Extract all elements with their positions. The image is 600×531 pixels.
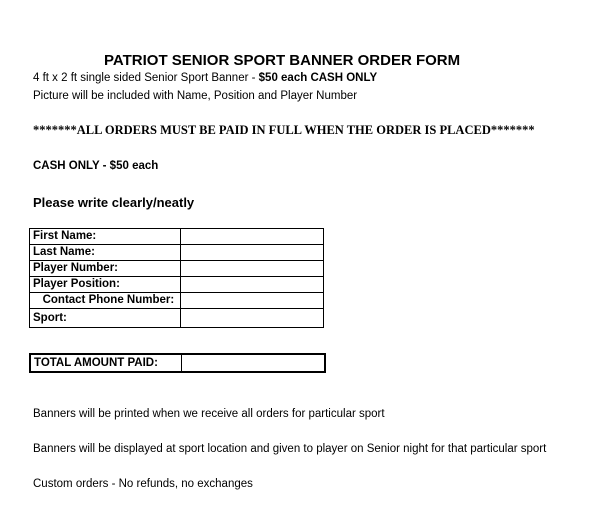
refund-note: Custom orders - No refunds, no exchanges <box>33 478 253 490</box>
banner-price: $50 each CASH ONLY <box>258 72 378 84</box>
first-name-field[interactable] <box>181 229 324 245</box>
form-row-last-name <box>30 245 324 261</box>
total-amount-field[interactable] <box>182 354 326 372</box>
player-position-label: Player Position: <box>30 277 181 293</box>
order-form-table <box>29 228 324 328</box>
cash-only-note: CASH ONLY - $50 each <box>33 160 159 172</box>
form-row-contact-phone <box>30 293 324 309</box>
total-row <box>30 354 325 372</box>
picture-note: Picture will be included with Name, Position and Player Number <box>33 90 358 102</box>
banner-description <box>33 72 377 84</box>
printing-note: Banners will be printed when we receive all orders for particular sport <box>33 408 385 420</box>
total-amount-label: TOTAL AMOUNT PAID: <box>30 354 182 372</box>
sport-field[interactable] <box>181 309 324 328</box>
form-row-sport <box>30 309 324 328</box>
last-name-field[interactable] <box>181 245 324 261</box>
first-name-label: First Name: <box>30 229 181 245</box>
form-row-player-number <box>30 261 324 277</box>
total-table <box>29 353 326 373</box>
banner-description-text: 4 ft x 2 ft single sided Senior Sport Banner - <box>33 72 259 84</box>
contact-phone-field[interactable] <box>181 293 324 309</box>
player-position-field[interactable] <box>181 277 324 293</box>
write-instruction: Please write clearly/neatly <box>33 195 195 210</box>
form-row-player-position <box>30 277 324 293</box>
display-note: Banners will be displayed at sport location and given to player on Senior night for that particular sport <box>33 443 547 455</box>
payment-notice: *******ALL ORDERS MUST BE PAID IN FULL WHEN THE ORDER IS PLACED******* <box>33 123 535 137</box>
form-row-first-name <box>30 229 324 245</box>
sport-label: Sport: <box>30 309 181 328</box>
form-title: PATRIOT SENIOR SPORT BANNER ORDER FORM <box>104 52 461 69</box>
player-number-field[interactable] <box>181 261 324 277</box>
contact-phone-label: Contact Phone Number: <box>30 293 181 309</box>
last-name-label: Last Name: <box>30 245 181 261</box>
player-number-label: Player Number: <box>30 261 181 277</box>
